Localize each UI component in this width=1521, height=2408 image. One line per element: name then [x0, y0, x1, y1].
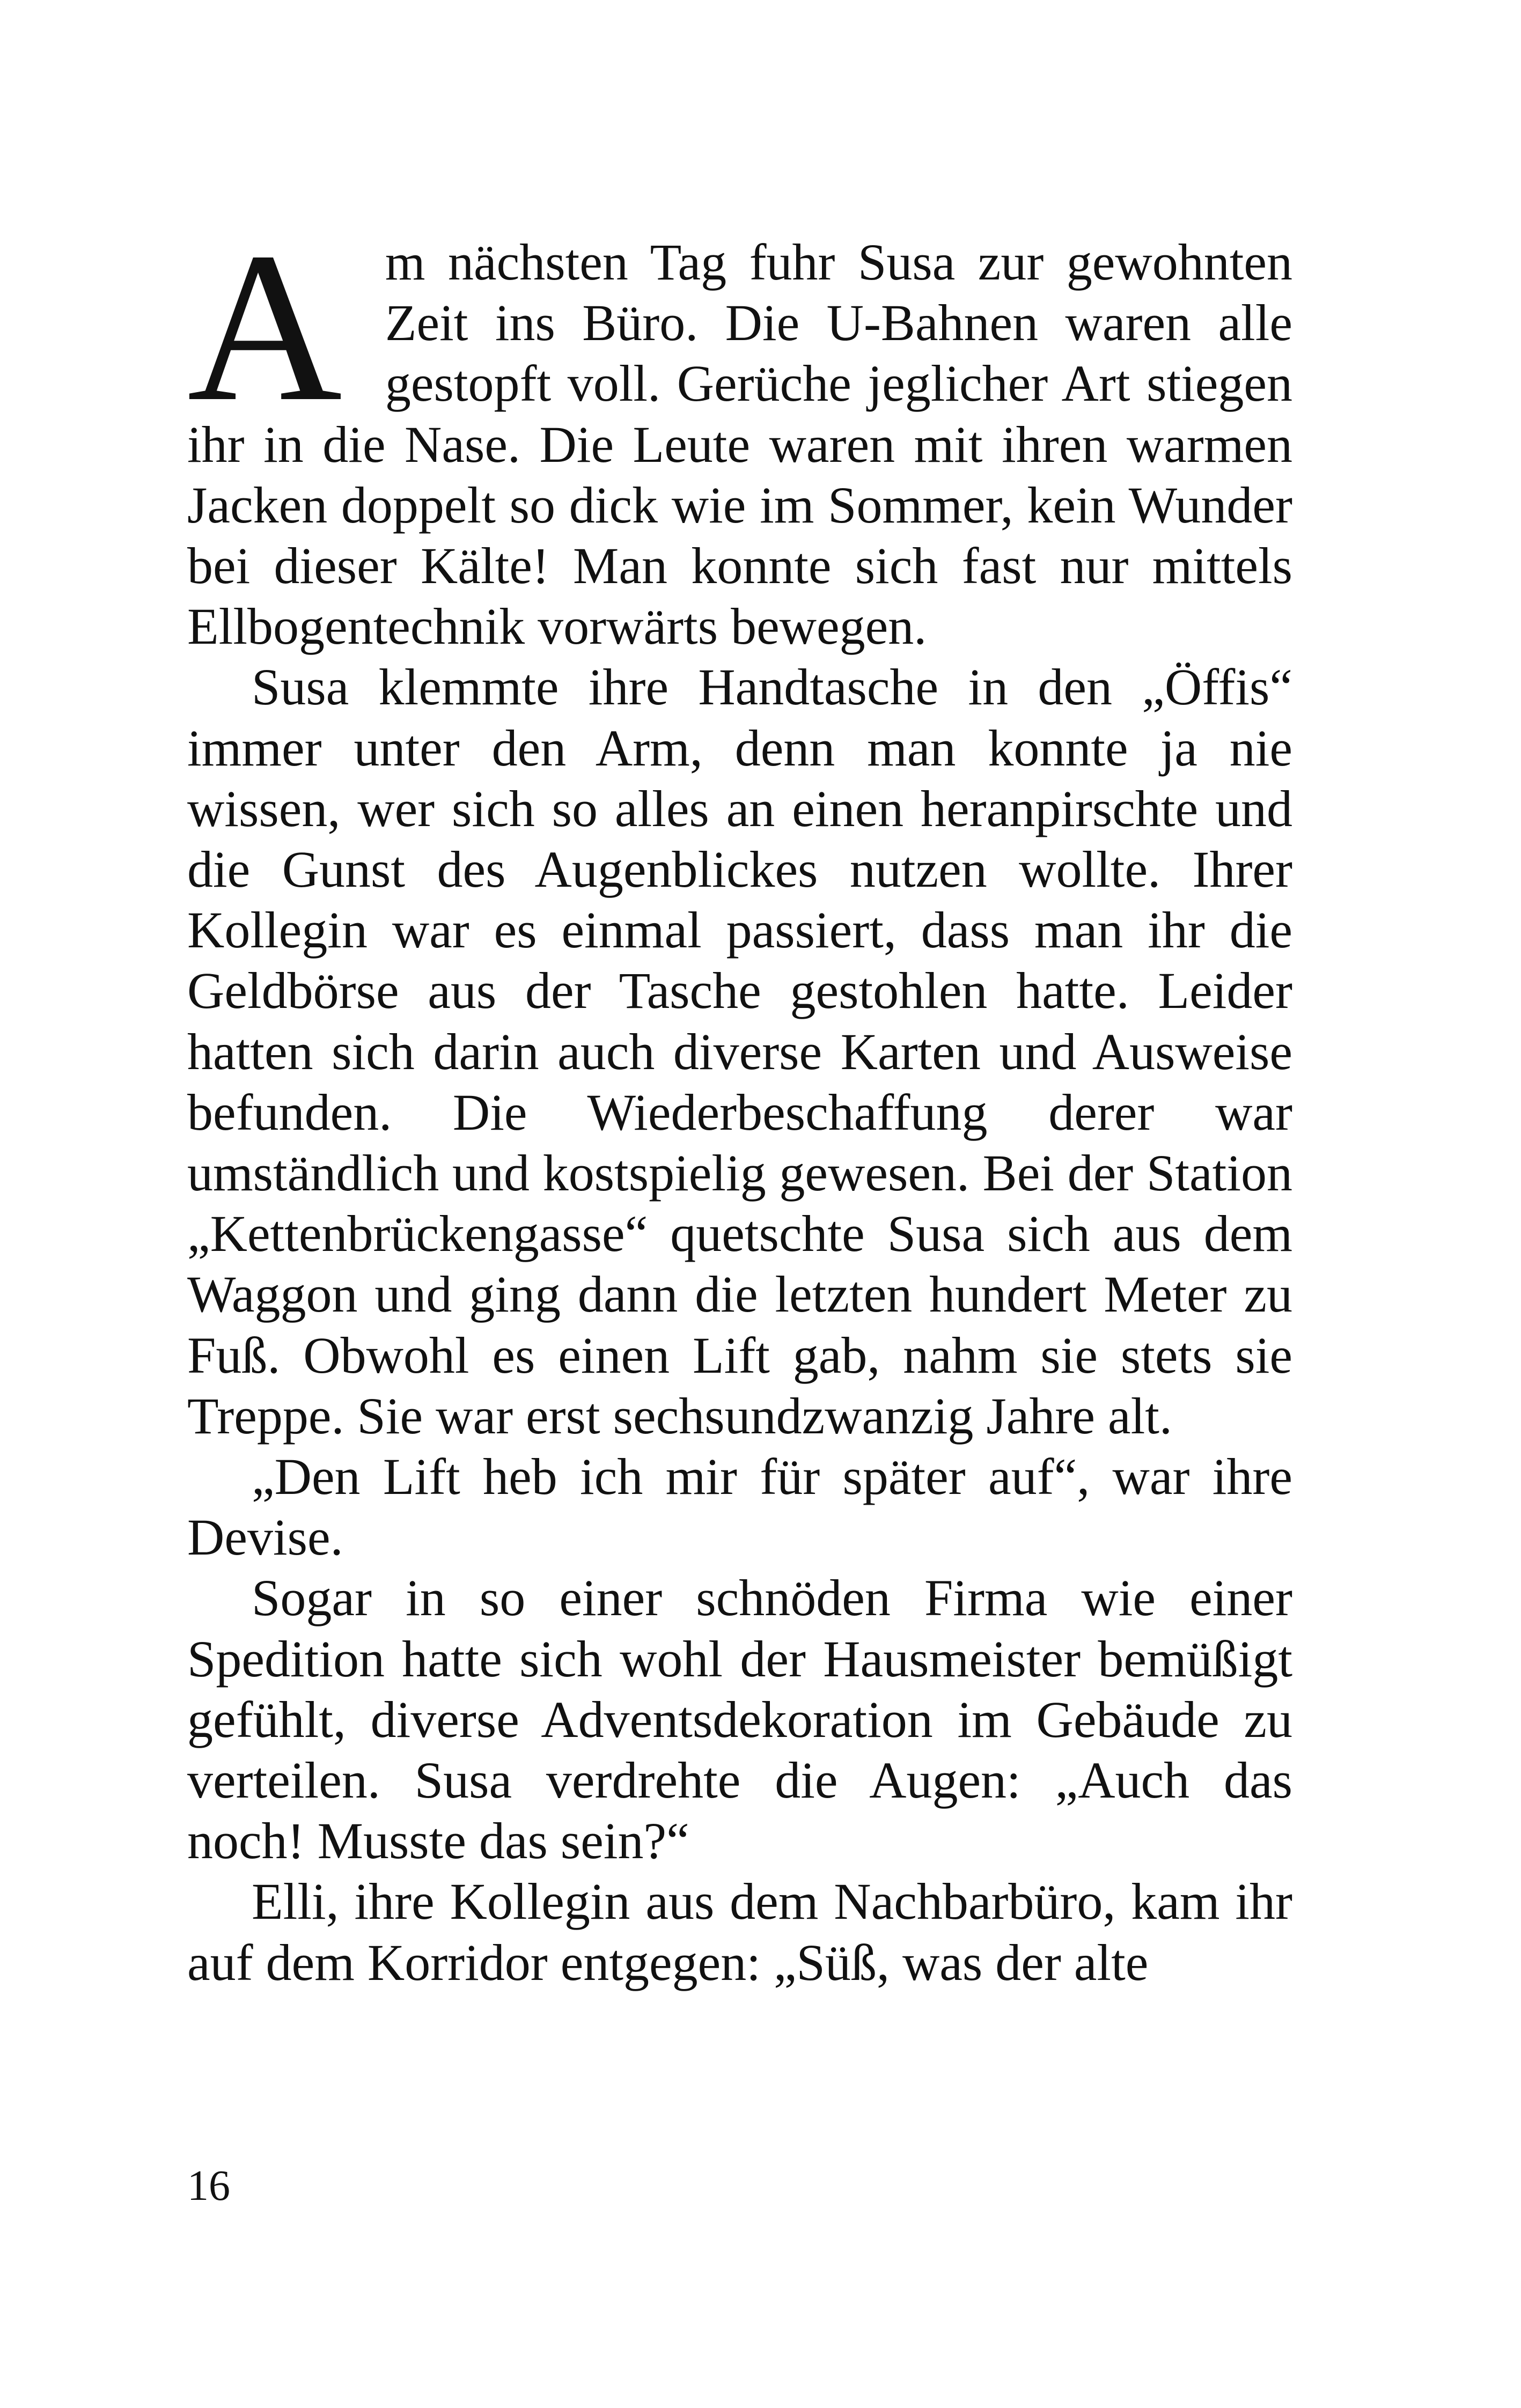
body-text — [187, 208, 1292, 1993]
paragraph-1-text: m nächsten Tag fuhr Susa zur gewohnten Zeit ins Büro. Die U-Bahnen waren alle gestopft voll. Gerüche jeglicher Art stiegen ihr in die Nase. Die Leute waren mit ihren warmen Jacken doppelt so dick wie im Sommer, kein Wunder bei dieser Kälte! Man konnte sich fast nur mittels Ellbogentechnik vorwärts bewegen. — [187, 233, 1292, 656]
paragraph-3: „Den Lift heb ich mir für später auf“, war ihre Devise. — [187, 1448, 1292, 1566]
paragraph-5: Elli, ihre Kollegin aus dem Nachbarbüro, kam ihr auf dem Korridor entgegen: „Süß, was der alte — [187, 1873, 1292, 1991]
paragraph-1 — [187, 208, 1292, 657]
paragraph-2: Susa klemmte ihre Handtasche in den „Öffis“ immer unter den Arm, denn man konnte ja nie wissen, wer sich so alles an einen heranpirschte und die Gunst des Augenblickes nutzen wollte. Ihrer Kollegin war es einmal passiert, dass man ihr die Geldbörse aus der Tasche gestohlen hatte. Leider hatten sich darin auch diverse Karten und Ausweise befunden. Die Wiederbeschaffung derer war umständlich und kostspielig gewesen. Bei der Station „Kettenbrückengasse“ quetschte Susa sich aus dem Waggon und ging dann die letzten hundert Meter zu Fuß. Obwohl es einen Lift gab, nahm sie stets sie Treppe. Sie war erst sechsundzwanzig Jahre alt. — [187, 658, 1292, 1445]
paragraph-4: Sogar in so einer schnöden Firma wie einer Spedition hatte sich wohl der Hausmeister bemüßigt gefühlt, diverse Adventsdekoration im Gebäude zu verteilen. Susa verdrehte die Augen: „Auch das noch! Musste das sein?“ — [187, 1569, 1292, 1870]
drop-cap: A — [187, 208, 342, 446]
page-number: 16 — [187, 2162, 230, 2210]
